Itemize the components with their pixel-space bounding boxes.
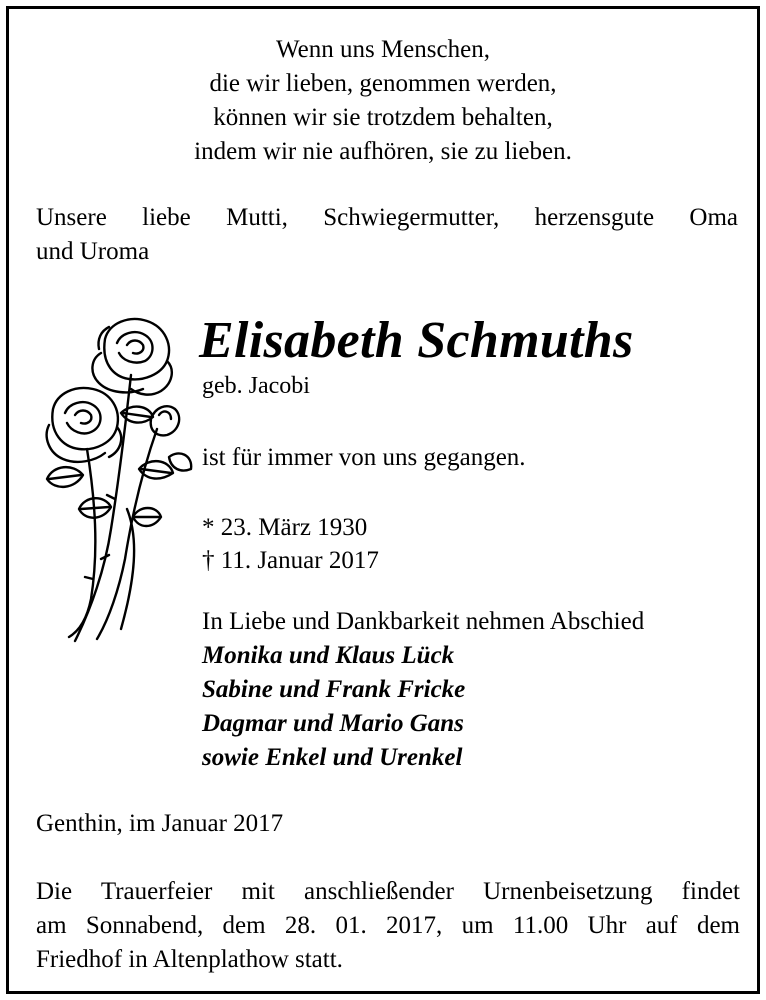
service-line: Die Trauerfeier mit anschließender Urnenbeisetzung findet bbox=[36, 878, 740, 905]
farewell-text: In Liebe und Dankbarkeit nehmen Abschied bbox=[202, 608, 645, 635]
obituary-notice bbox=[6, 6, 760, 994]
intro-text bbox=[36, 201, 738, 269]
intro-line: Unsere liebe Mutti, Schwiegermutter, herzensgute Oma bbox=[36, 204, 738, 231]
mourner-name: sowie Enkel und Urenkel bbox=[202, 744, 463, 771]
poem-line: können wir sie trotzdem behalten, bbox=[213, 104, 553, 131]
service-line: Friedhof in Altenplathow statt. bbox=[36, 946, 343, 973]
poem bbox=[9, 33, 757, 169]
poem-line: indem wir nie aufhören, sie zu lieben. bbox=[194, 138, 572, 165]
life-dates bbox=[202, 511, 379, 577]
mourner-name: Sabine und Frank Fricke bbox=[202, 676, 466, 703]
birth-date: * 23. März 1930 bbox=[202, 514, 368, 541]
poem-line: Wenn uns Menschen, bbox=[276, 36, 490, 63]
deceased-name: Elisabeth Schmuths bbox=[199, 312, 634, 369]
mourners-list bbox=[202, 639, 465, 775]
intro-line: und Uroma bbox=[36, 238, 150, 265]
statement: ist für immer von uns gegangen. bbox=[202, 444, 526, 471]
place-date: Genthin, im Januar 2017 bbox=[36, 810, 284, 837]
rose-drawing bbox=[39, 309, 199, 649]
mourner-name: Dagmar und Mario Gans bbox=[202, 710, 464, 737]
death-date: † 11. Januar 2017 bbox=[202, 547, 379, 574]
service-line: am Sonnabend, dem 28. 01. 2017, um 11.00 Uhr auf dem bbox=[36, 912, 740, 939]
poem-line: die wir lieben, genommen werden, bbox=[209, 70, 557, 97]
service-info bbox=[36, 875, 740, 977]
birth-name: geb. Jacobi bbox=[202, 373, 310, 399]
mourner-name: Monika und Klaus Lück bbox=[202, 642, 455, 669]
